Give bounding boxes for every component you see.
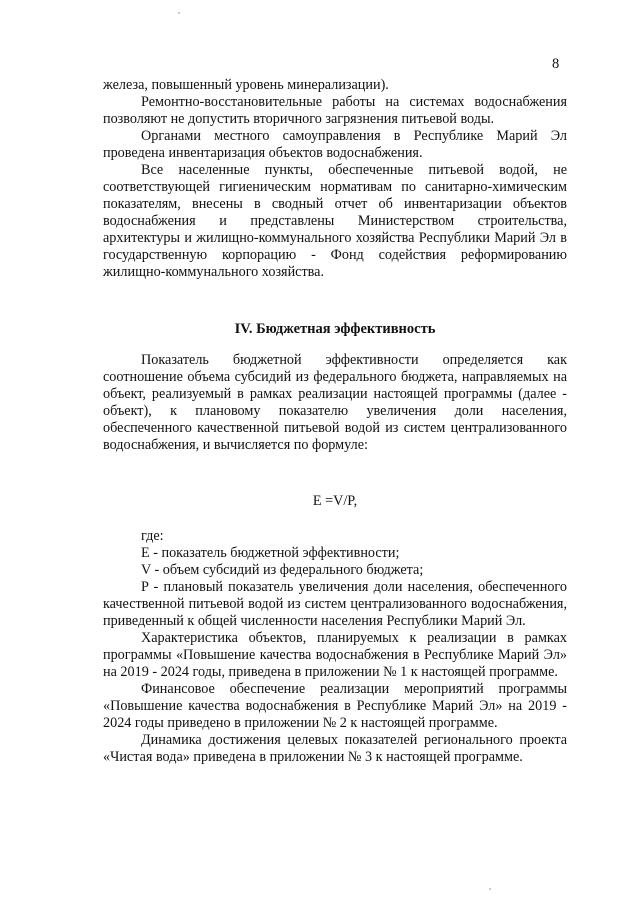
section-text-intro [103, 352, 567, 454]
paragraph: Финансовое обеспечение реализации мероприятий программы «Повышение качества водоснабжения в Республике Марий Эл» на 2019 - 2024 годы приведено в приложении № 2 к настоящей программе. [103, 681, 567, 731]
formula: E =V/P, [312, 493, 358, 509]
paragraph: Показатель бюджетной эффективности определяется как соотношение объема субсидий из федерального бюджета, направляемых на объект, реализуемый в рамках реализации настоящей программы (далее - объект), к плановому показателю увеличения доли населения, обеспеченного качественной питьевой водой из систем централизованного водоснабжения, и вычисляется по формуле: [103, 352, 567, 453]
paragraph: железа, повышенный уровень минерализации). [103, 77, 389, 93]
paragraph: Ремонтно-восстановительные работы на системах водоснабжения позволяют не допустить вторичного загрязнения питьевой воды. [103, 94, 567, 127]
paragraph: P - плановый показатель увеличения доли населения, обеспеченного качественной питьевой водой из систем централизованного водоснабжения, приведенный к общей численности населения Республики Марий Эл. [103, 579, 567, 629]
section-text-bottom [103, 528, 567, 766]
page-number: 8 [552, 56, 560, 72]
paragraph: E - показатель бюджетной эффективности; [141, 545, 400, 561]
paragraph: Динамика достижения целевых показателей регионального проекта «Чистая вода» приведена в приложении № 3 к настоящей программе. [103, 732, 567, 765]
section-heading: IV. Бюджетная эффективность [234, 321, 436, 337]
scan-speck [178, 12, 180, 14]
paragraph: Все населенные пункты, обеспеченные питьевой водой, не соответствующей гигиеническим нормативам по санитарно-химическим показателям, внесены в сводный отчет об инвентаризации объектов водоснабжения и представлены Министерством строительства, архитектуры и жилищно-коммунального хозяйства Республики Марий Эл в государственную корпорацию - Фонд содействия реформированию жилищно-коммунального хозяйства. [103, 162, 567, 280]
paragraph: Органами местного самоуправления в Республике Марий Эл проведена инвентаризация объектов водоснабжения. [103, 128, 567, 161]
section-text-top [103, 77, 567, 281]
paragraph: Характеристика объектов, планируемых к реализации в рамках программы «Повышение качества водоснабжения в Республике Марий Эл» на 2019 - 2024 годы, приведена в приложении № 1 к настоящей программе. [103, 630, 567, 680]
paragraph: где: [141, 528, 164, 544]
scan-speck [489, 888, 491, 890]
paragraph: V - объем субсидий из федерального бюджета; [141, 562, 424, 578]
